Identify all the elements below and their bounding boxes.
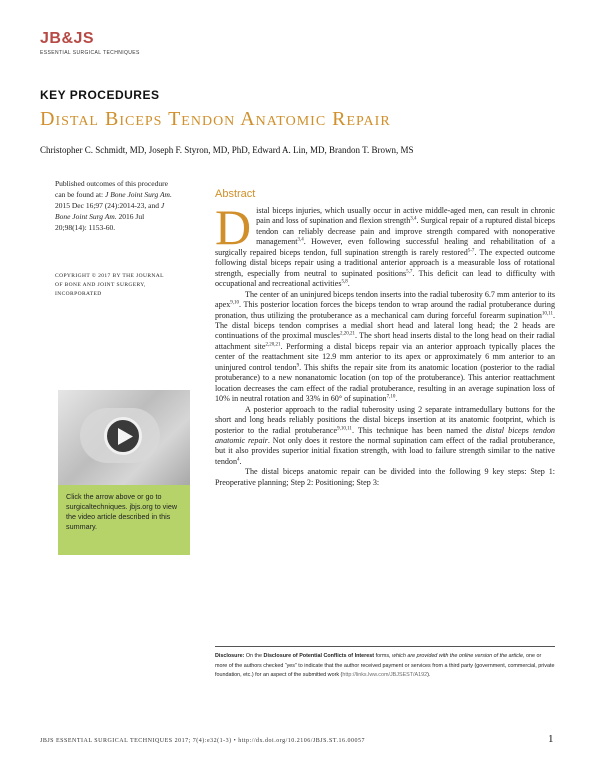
published-outcomes-note: Published outcomes of this procedure can be found at: J Bone Joint Surg Am. 2015 Dec 16;97 (24):2014-23, and J Bone Joint Surg Am. 2016 Jul 20;98(14): 1153-60. [55,179,172,232]
abstract-paragraph-3: A posterior approach to the radial tuberosity using 2 separate intramedullary buttons for the short and long heads reliably positions the distal biceps insertion at its anatomic footprint, which is posterior to the radial protuberance$^{9,10,11}$. This technique has been named the distal biceps tendon anatomic repair. Not only does it restore the normal supination cam effect of the radial protuberance, but it also provides superior initial fixation strength, with load to failure strength similar to the native tendon$^4$. [215,404,555,466]
drop-cap: D [215,199,252,255]
disclosure-divider [215,646,555,647]
video-thumbnail[interactable] [58,390,190,485]
technique-name: distal biceps tendon anatomic repair [215,425,555,445]
article-body [215,188,555,488]
copyright-notice: COPYRIGHT © 2017 BY THE JOURNAL OF BONE AND JOINT SURGERY, INCORPORATED [55,273,164,297]
article-title: Distal Biceps Tendon Anatomic Repair [40,108,391,130]
video-callout: Click the arrow above or go to surgicaltechniques. jbjs.org to view the video article described in this summary. [58,485,190,555]
abstract-paragraph-2: The center of an uninjured biceps tendon inserts into the radial tuberosity 6.7 mm anterior to its apex$^{9,10}$. This posterior location forces the biceps tendon to wrap around the radial protuberance during pronation, thus utilizing the protuberance as a mechanical cam during forceful forearm supination$^{10,11}$. The distal biceps tendon comprises a medial short head and lateral long head; the 2 heads are continuations of the proximal muscles$^{2,20,21}$. The short head inserts distal to the long head on their radial attachment site$^{2,20,21}$. Performing a distal biceps repair via an anterior approach typically places the center of the reattachment site 12.9 mm anterior to its apex or approximately 6 mm anterior to an uninjured control tendon$^9$. This shifts the repair site from its anatomic location (posterior to the radial protuberance) to a new nonanatomic location (on top of the protuberance). This anterior reattachment location decreases the cam effect of the radial protuberance, resulting in an average supination loss of 10% in neutral rotation and 33% in 60° of supination$^{7,10}$. [215,289,555,404]
abstract-paragraph-4: The distal biceps anatomic repair can be divided into the following 9 key steps: Step 1: Preoperative planning; Step 2: Positioning; Step 3: [215,467,555,487]
logo-subtitle: ESSENTIAL SURGICAL TECHNIQUES [40,50,140,56]
abstract-paragraph-1: Distal biceps injuries, which usually occur in active middle-aged men, can result in chronic pain and loss of supination and flexion strength$^{3,4}$. Surgical repair of a ruptured distal biceps tendon can reliably decrease pain and improve strength compared with nonoperative management$^{3,4}$. However, even following successful healing and rehabilitation of a surgically repaired biceps tendon, full supination strength is rarely restored$^{5-7}$. The expected outcome following distal biceps repair using a traditional anterior approach is a measurable loss of rotational strength, especially from neutral to supinated positions$^{5,7}$. This deficit can lead to difficulty with occupational and recreational activities$^{5,8}$. [215,199,555,289]
section-label: KEY PROCEDURES [40,88,160,102]
disclosure-link[interactable]: http://links.lww.com/JBJSEST/A192 [342,672,428,679]
play-icon[interactable] [104,417,142,455]
logo-wordmark: JB&JS [40,30,95,47]
abstract-heading: Abstract [215,188,256,200]
journal-logo [40,30,140,56]
page-footer: JBJS ESSENTIAL SURGICAL TECHNIQUES 2017; 7(4):e32(1-3) • http://dx.doi.org/10.2106/JBJS.ST.16.00057 [40,738,365,744]
journal-name: J Bone Joint Surg Am. [55,201,165,221]
author-list: Christopher C. Schmidt, MD, Joseph F. Styron, MD, PhD, Edward A. Lin, MD, Brandon T. Brown, MS [40,145,414,155]
disclosure-note: Disclosure: On the Disclosure of Potential Conflicts of Interest forms, which are provided with the online version of the article, one or more of the authors checked “yes” to indicate that the author received payment or services from a third party (government, commercial, private foundation, etc.) for an aspect of the submitted work (http://links.lww.com/JBJSEST/A192). [215,653,555,679]
page-number: 1 [548,733,554,745]
journal-name: J Bone Joint Surg Am. [104,190,172,199]
